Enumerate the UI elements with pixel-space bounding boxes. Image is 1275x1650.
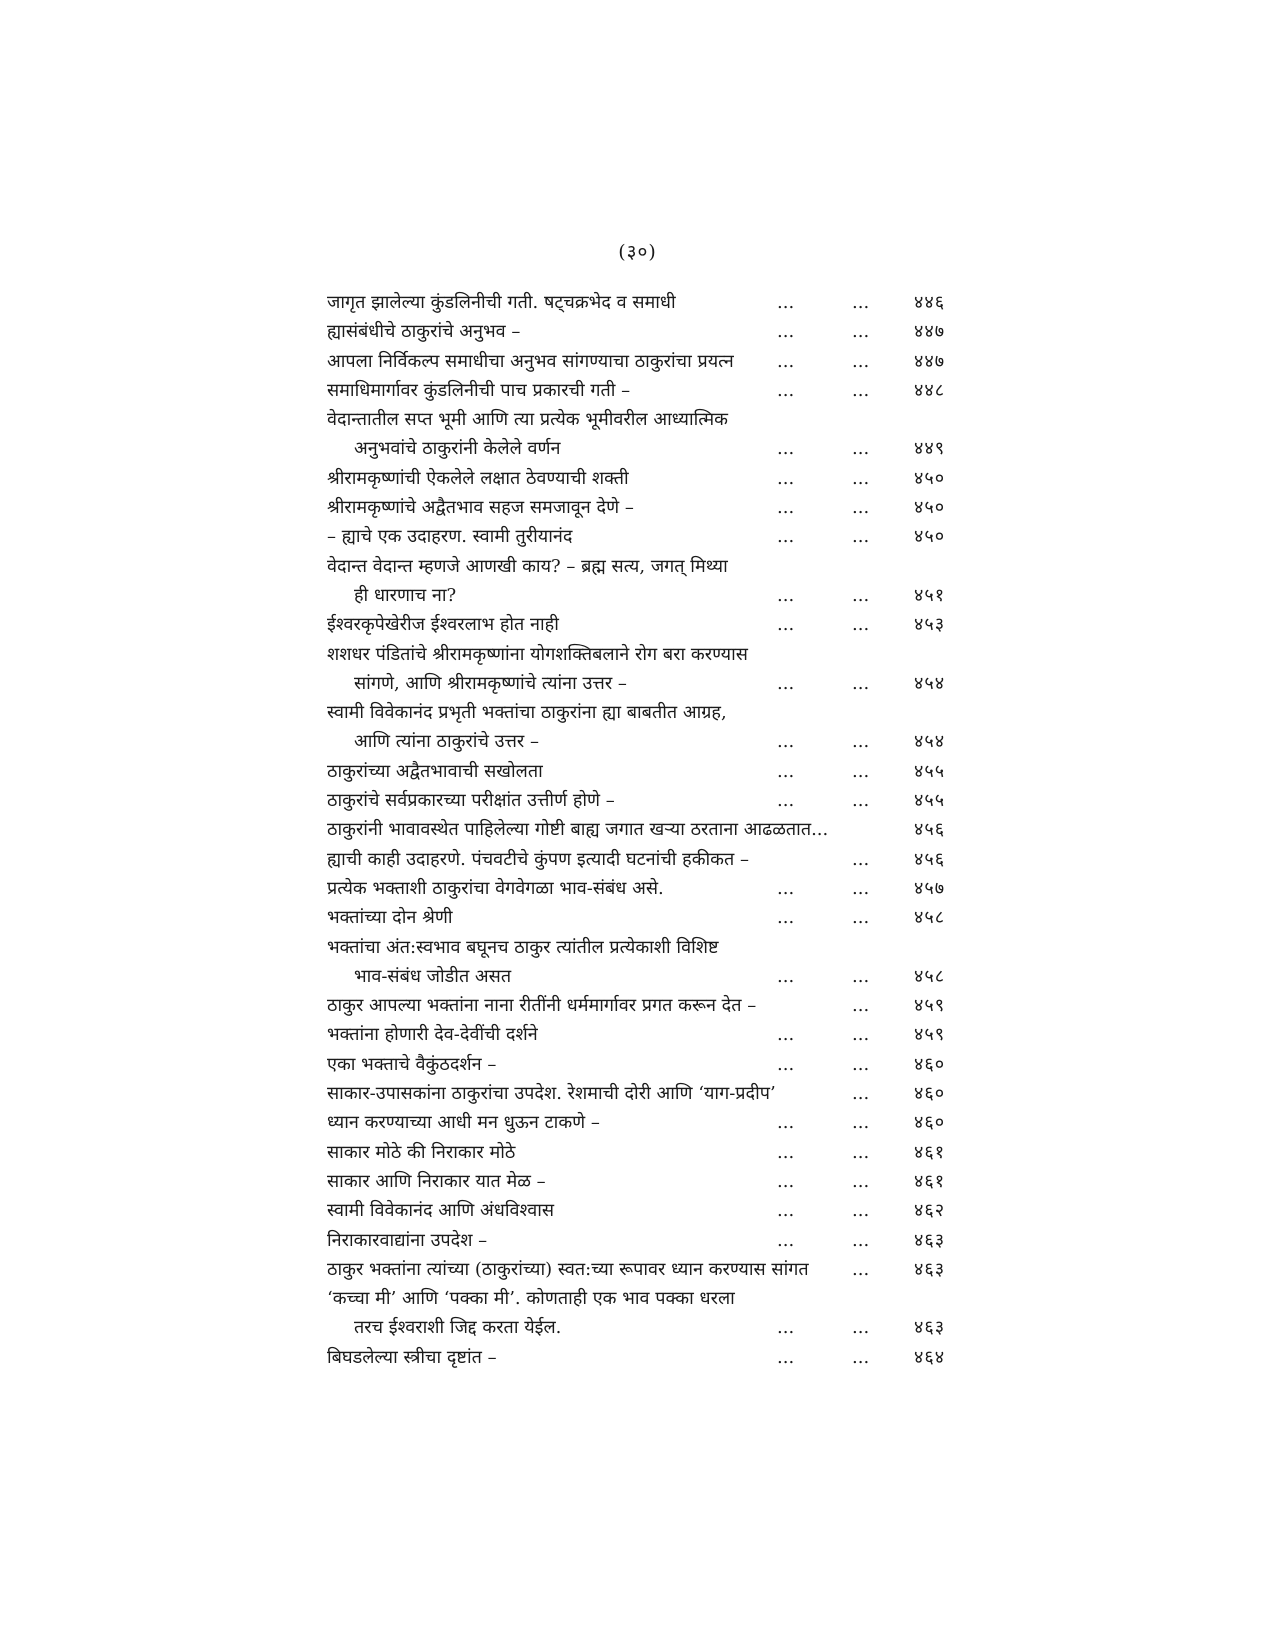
toc-leader-dots: ...: [777, 1053, 795, 1075]
page-number: (३०): [618, 241, 657, 263]
toc-leader-dots: ...: [852, 438, 870, 460]
toc-entry-title: आणि त्यांना ठाकुरांचे उत्तर –: [354, 731, 539, 753]
toc-leader-dots: ...: [852, 877, 870, 899]
toc-leader-dots: ...: [852, 760, 870, 782]
toc-leader-dots: ...: [777, 379, 795, 401]
toc-page-number: ४५१: [914, 584, 946, 606]
toc-leader-dots: ...: [777, 584, 795, 606]
toc-leader-dots: ...: [852, 848, 870, 870]
toc-leader-dots: ...: [852, 1083, 870, 1105]
toc-leader-dots: ...: [777, 1200, 795, 1222]
toc-leader-dots: ...: [852, 497, 870, 519]
toc-entry: [327, 1313, 967, 1342]
toc-entry-title: – ह्याचे एक उदाहरण. स्वामी तुरीयानंद: [327, 526, 573, 548]
toc-entry-title: निराकारवाद्यांना उपदेश –: [327, 1229, 488, 1251]
toc-entry-title: साकार आणि निराकार यात मेळ –: [327, 1170, 546, 1192]
toc-entry-title: ध्यान करण्याच्या आधी मन धुऊन टाकणे –: [327, 1112, 600, 1134]
toc-entry-title: प्रत्येक भक्ताशी ठाकुरांचा वेगवेगळा भाव-संबंध असे.: [327, 877, 664, 899]
toc-leader-dots: ...: [852, 1053, 870, 1075]
toc-page-number: ४४६: [914, 292, 946, 313]
toc-leader-dots: ...: [852, 995, 870, 1017]
toc-entry-title: सांगणे, आणि श्रीरामकृष्णांचे त्यांना उत्तर –: [354, 672, 627, 694]
toc-entry-title: अनुभवांचे ठाकुरांनी केलेले वर्णन: [354, 438, 561, 460]
toc-leader-dots: ...: [852, 731, 870, 753]
toc-page-number: ४६२: [914, 1200, 946, 1222]
toc-entry: [327, 1226, 967, 1255]
toc-leader-dots: ...: [852, 1317, 870, 1339]
toc-entry: [327, 815, 967, 844]
toc-leader-dots: ...: [777, 526, 795, 548]
toc-leader-dots: ...: [852, 1170, 870, 1192]
toc-entry: [327, 669, 967, 698]
toc-entry: [327, 610, 967, 639]
toc-leader-dots: ...: [852, 907, 870, 929]
toc-entry: [327, 1255, 967, 1284]
toc-entry-title: ठाकुरांच्या अद्वैतभावाची सखोलता: [327, 760, 543, 782]
toc-entry: [327, 991, 967, 1020]
toc-entry: [327, 464, 967, 493]
toc-page-number: ४६०: [914, 1083, 946, 1105]
toc-leader-dots: ...: [852, 1229, 870, 1251]
toc-leader-dots: ...: [852, 1112, 870, 1134]
toc-entry: [327, 522, 967, 551]
toc-entry-title: ही धारणाच ना?: [354, 584, 457, 606]
toc-entry-title: ठाकुरांनी भावावस्थेत पाहिलेल्या गोष्टी बाह्य जगात खऱ्या ठरताना आढळतात...: [327, 819, 829, 841]
toc-entry: [327, 317, 967, 346]
toc-entry-title: जागृत झालेल्या कुंडलिनीची गती. षट्‌चक्रभेद व समाधी: [327, 292, 676, 313]
toc-entry-title: भक्तांच्या दोन श्रेणी: [327, 907, 453, 929]
toc-entry: [327, 1167, 967, 1196]
toc-entry: [327, 786, 967, 815]
toc-leader-dots: ...: [852, 467, 870, 489]
toc-entry: [327, 874, 967, 903]
toc-entry-title: स्वामी विवेकानंद प्रभृती भक्तांचा ठाकुरांना ह्या बाबतीत आग्रह,: [327, 702, 727, 724]
toc-leader-dots: ...: [777, 1024, 795, 1046]
toc-entry-title: भाव-संबंध जोडीत असत: [354, 965, 512, 987]
toc-entry: [327, 376, 967, 405]
toc-entry: [327, 1284, 967, 1313]
toc-page-number: ४५९: [914, 995, 946, 1017]
toc-entry: [327, 581, 967, 610]
toc-entry-title: वेदान्त वेदान्त म्हणजे आणखी काय? – ब्रह्म सत्य, जगत्‌ मिथ्या: [327, 555, 728, 577]
toc-page-number: ४५३: [914, 614, 946, 636]
toc-leader-dots: ...: [852, 292, 870, 313]
toc-entry-title: ह्याची काही उदाहरणे. पंचवटीचे कुंपण इत्यादी घटनांची हकीकत –: [327, 848, 749, 870]
toc-leader-dots: ...: [777, 292, 795, 313]
toc-leader-dots: ...: [777, 1141, 795, 1163]
toc-page-number: ४५०: [914, 467, 946, 489]
toc-entry-title: भक्तांना होणारी देव-देवींची दर्शने: [327, 1024, 538, 1046]
toc-page-number: ४५०: [914, 526, 946, 548]
toc-entry-title: साकार मोठे की निराकार मोठे: [327, 1141, 516, 1163]
toc-entry: [327, 1138, 967, 1167]
toc-entry: [327, 1020, 967, 1049]
toc-entry-title: स्वामी विवेकानंद आणि अंधविश्वास: [327, 1200, 555, 1222]
toc-page-number: ४५०: [914, 497, 946, 519]
toc-leader-dots: ...: [852, 1024, 870, 1046]
toc-entry-title: भक्तांचा अंत:स्वभाव बघूनच ठाकुर त्यांतील प्रत्येकाशी विशिष्ट: [327, 936, 719, 958]
toc-entry: [327, 903, 967, 932]
toc-leader-dots: ...: [777, 1170, 795, 1192]
toc-leader-dots: ...: [852, 790, 870, 812]
toc-leader-dots: ...: [852, 672, 870, 694]
toc-page-number: ४५४: [914, 672, 946, 694]
toc-leader-dots: ...: [852, 1141, 870, 1163]
toc-page-number: ४६१: [914, 1141, 946, 1163]
toc-entry: [327, 1343, 967, 1372]
toc-entry: [327, 405, 967, 434]
toc-leader-dots: ...: [777, 438, 795, 460]
toc-leader-dots: ...: [852, 584, 870, 606]
toc-leader-dots: ...: [777, 467, 795, 489]
toc-leader-dots: ...: [852, 321, 870, 343]
toc-leader-dots: ...: [852, 614, 870, 636]
toc-leader-dots: ...: [852, 1258, 870, 1280]
toc-page-number: ४५५: [914, 790, 946, 812]
toc-page-number: ४५७: [914, 877, 946, 899]
toc-entry-title: समाधिमार्गावर कुंडलिनीची पाच प्रकारची गती –: [327, 379, 631, 401]
toc-entry-title: ह्यासंबंधीचे ठाकुरांचे अनुभव –: [327, 321, 521, 343]
toc-entry-title: ठाकुरांचे सर्वप्रकारच्या परीक्षांत उत्तीर्ण होणे –: [327, 790, 615, 812]
toc-entry-title: ठाकुर आपल्या भक्तांना नाना रीतींनी धर्ममार्गावर प्रगत करून देत –: [327, 995, 757, 1017]
toc-page-number: ४५६: [914, 848, 946, 870]
toc-entry: [327, 347, 967, 376]
toc-page-number: ४६३: [914, 1317, 946, 1339]
toc-leader-dots: ...: [852, 965, 870, 987]
toc-entry: [327, 845, 967, 874]
toc-leader-dots: ...: [777, 350, 795, 372]
toc-entry: [327, 288, 967, 317]
toc-page-number: ४५५: [914, 760, 946, 782]
toc-entry: [327, 1079, 967, 1108]
toc-page-number: ४६४: [914, 1346, 946, 1368]
toc-leader-dots: ...: [777, 497, 795, 519]
toc-page-number: ४५६: [914, 819, 946, 841]
toc-leader-dots: ...: [777, 1229, 795, 1251]
toc-page-number: ४५४: [914, 731, 946, 753]
toc-entry: [327, 1050, 967, 1079]
toc-leader-dots: ...: [852, 379, 870, 401]
toc-entry-title: एका भक्ताचे वैकुंठदर्शन –: [327, 1053, 497, 1075]
toc-entry: [327, 1196, 967, 1225]
toc-page-number: ४६०: [914, 1112, 946, 1134]
toc-page-number: ४६०: [914, 1053, 946, 1075]
toc-leader-dots: ...: [777, 1112, 795, 1134]
toc-entry: [327, 933, 967, 962]
toc-leader-dots: ...: [852, 1346, 870, 1368]
table-of-contents: [327, 288, 967, 1372]
toc-page-number: ४६३: [914, 1258, 946, 1280]
toc-page-number: ४४७: [914, 350, 946, 372]
toc-leader-dots: ...: [777, 614, 795, 636]
toc-entry-title: आपला निर्विकल्प समाधीचा अनुभव सांगण्याचा ठाकुरांचा प्रयत्न: [327, 350, 734, 372]
toc-page-number: ४४९: [914, 438, 946, 460]
toc-entry-title: श्रीरामकृष्णांचे अद्वैतभाव सहज समजावून देणे –: [327, 497, 634, 519]
toc-entry-title: शशधर पंडितांचे श्रीरामकृष्णांना योगशक्तिबलाने रोग बरा करण्यास: [327, 643, 748, 665]
toc-leader-dots: ...: [777, 760, 795, 782]
toc-entry-title: ‘कच्चा मी’ आणि ‘पक्का मी’. कोणताही एक भाव पक्का धरला: [327, 1288, 735, 1310]
toc-page-number: ४४८: [914, 379, 946, 401]
toc-entry: [327, 493, 967, 522]
toc-entry: [327, 1108, 967, 1137]
toc-leader-dots: ...: [777, 790, 795, 812]
toc-entry-title: ठाकुर भक्तांना त्यांच्या (ठाकुरांच्या) स्वत:च्या रूपावर ध्यान करण्यास सांगत: [327, 1258, 809, 1280]
toc-entry-title: ईश्वरकृपेखेरीज ईश्वरलाभ होत नाही: [327, 614, 559, 636]
toc-page-number: ४४७: [914, 321, 946, 343]
toc-leader-dots: ...: [777, 877, 795, 899]
toc-page-number: ४५८: [914, 907, 946, 929]
toc-leader-dots: ...: [777, 1346, 795, 1368]
toc-leader-dots: ...: [777, 321, 795, 343]
toc-entry-title: वेदान्तातील सप्त भूमी आणि त्या प्रत्येक भूमीवरील आध्यात्मिक: [327, 409, 728, 431]
toc-entry: [327, 962, 967, 991]
toc-leader-dots: ...: [777, 1317, 795, 1339]
toc-entry-title: साकार-उपासकांना ठाकुरांचा उपदेश. रेशमाची दोरी आणि ‘याग-प्रदीप’: [327, 1083, 776, 1105]
toc-entry: [327, 698, 967, 727]
toc-entry: [327, 727, 967, 756]
toc-leader-dots: ...: [852, 350, 870, 372]
toc-entry-title: तरच ईश्वराशी जिद्द करता येईल.: [354, 1317, 562, 1339]
toc-page-number: ४५९: [914, 1024, 946, 1046]
toc-leader-dots: ...: [777, 965, 795, 987]
toc-entry: [327, 757, 967, 786]
toc-leader-dots: ...: [852, 1200, 870, 1222]
toc-entry: [327, 434, 967, 463]
toc-leader-dots: ...: [777, 907, 795, 929]
toc-page-number: ४५८: [914, 965, 946, 987]
toc-entry-title: बिघडलेल्या स्त्रीचा दृष्टांत –: [327, 1346, 497, 1368]
toc-leader-dots: ...: [852, 526, 870, 548]
toc-page-number: ४६१: [914, 1170, 946, 1192]
toc-entry: [327, 640, 967, 669]
toc-page-number: ४६३: [914, 1229, 946, 1251]
toc-leader-dots: ...: [777, 672, 795, 694]
toc-entry-title: श्रीरामकृष्णांची ऐकलेले लक्षात ठेवण्याची शक्ती: [327, 467, 629, 489]
toc-entry: [327, 552, 967, 581]
toc-leader-dots: ...: [777, 731, 795, 753]
